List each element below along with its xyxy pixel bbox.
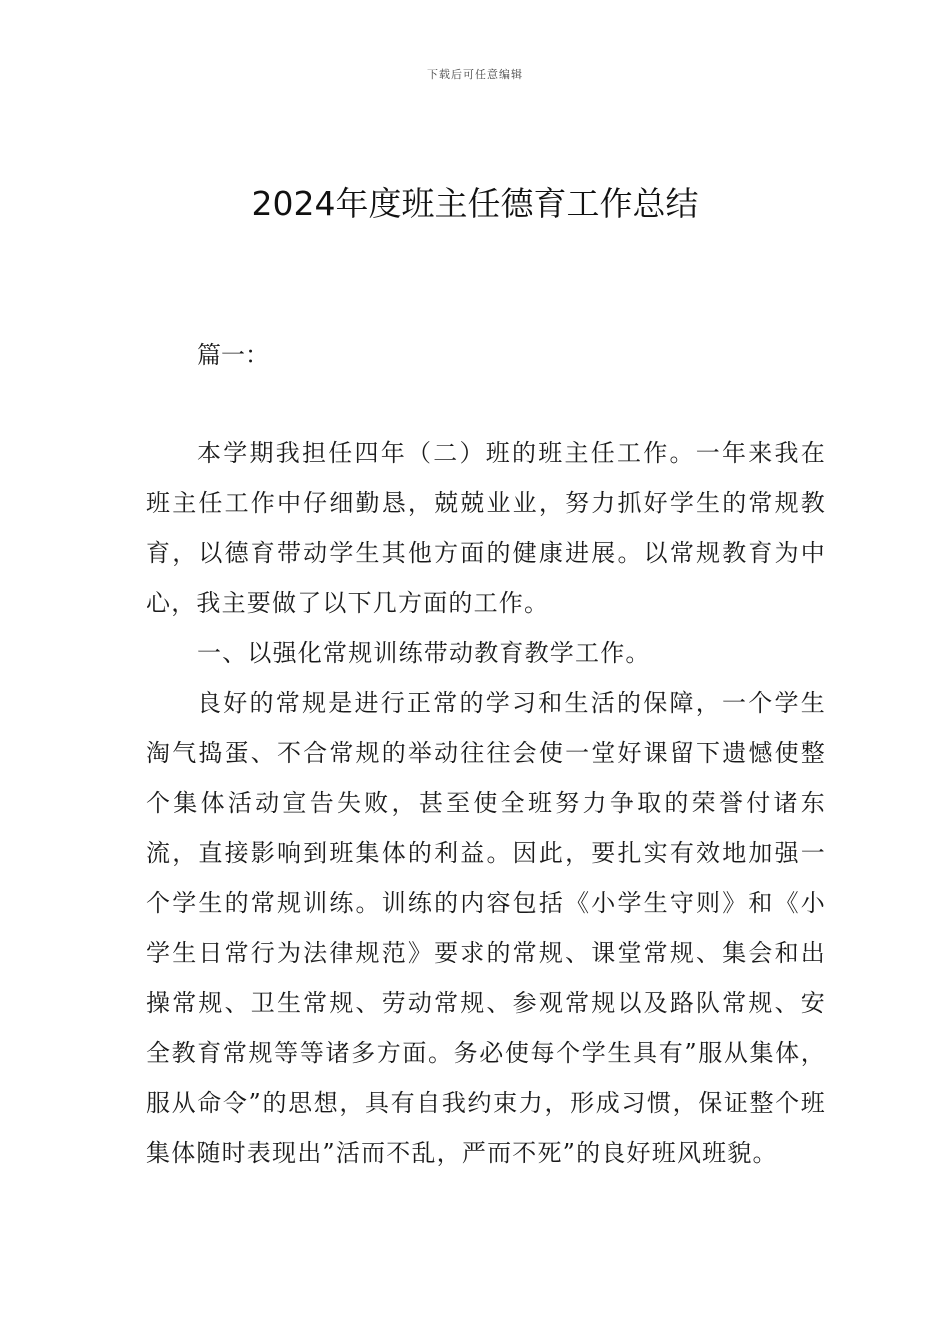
paragraph-intro: 本学期我担任四年（二）班的班主任工作。一年来我在班主任工作中仔细勤恳，兢兢业业，努力抓好学生的常规教育，以德育带动学生其他方面的健康进展。以常规教育为中心，我主要做了以下几方面的工作。 bbox=[146, 439, 826, 617]
document-body bbox=[146, 428, 826, 1178]
document-title: 2024年度班主任德育工作总结 bbox=[251, 184, 699, 223]
paragraph-heading-1: 一、以强化常规训练带动教育教学工作。 bbox=[197, 639, 651, 667]
section-label: 篇一： bbox=[197, 341, 269, 369]
header-note: 下载后可任意编辑 bbox=[427, 68, 523, 81]
paragraph-routine: 良好的常规是进行正常的学习和生活的保障，一个学生淘气捣蛋、不合常规的举动往往会使一堂好课留下遗憾使整个集体活动宣告失败，甚至使全班努力争取的荣誉付诸东流，直接影响到班集体的利益。因此，要扎实有效地加强一个学生的常规训练。训练的内容包括《小学生守则》和《小学生日常行为法律规范》要求的常规、课堂常规、集会和出操常规、卫生常规、劳动常规、参观常规以及路队常规、安全教育常规等等诸多方面。务必使每个学生具有”服从集体，服从命令”的思想，具有自我约束力，形成习惯，保证整个班集体随时表现出”活而不乱，严而不死”的良好班风班貌。 bbox=[146, 689, 826, 1167]
